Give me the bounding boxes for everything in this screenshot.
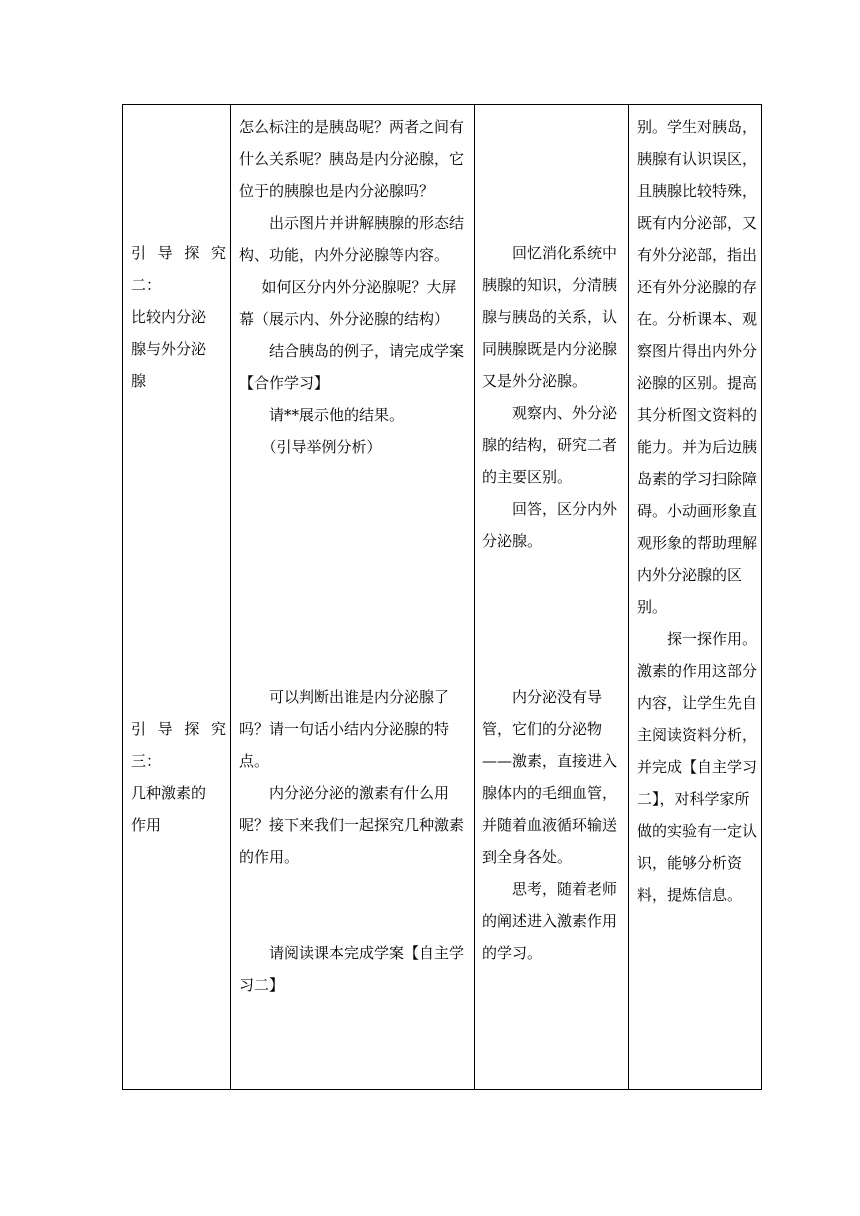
student-activity-1 <box>482 237 624 557</box>
heading-line: 三： <box>131 752 162 770</box>
teacher-text: 请**展示他的结果。 <box>269 406 405 424</box>
teacher-text: 结合胰岛的例子，请完成学案【合作学习】 <box>239 342 465 392</box>
heading-line: 比较内分泌 <box>131 308 207 326</box>
teacher-text: 可以判断出谁是内分泌腺了吗？请一句话小结内分泌腺的特点。 <box>239 688 450 770</box>
column-divider <box>474 105 475 1089</box>
teacher-text: 出示图片并讲解胰腺的形态结构、功能，内外分泌腺等内容。 <box>239 214 465 264</box>
design-intent-1 <box>637 111 759 911</box>
student-text: 思考，随着老师的阐述进入激素作用的学习。 <box>482 880 618 962</box>
teacher-text: 内分泌分泌的激素有什么用呢？接下来我们一起探究几种激素的作用。 <box>239 784 465 866</box>
teacher-activity-2 <box>239 681 471 873</box>
heading-line: 几种激素的 <box>131 784 207 802</box>
student-text: 内分泌没有导管，它们的分泌物——激素，直接进入腺体内的毛细血管，并随着血液循环输送到全身各处。 <box>482 688 618 866</box>
teacher-text: 怎么标注的是胰岛呢？两者之间有什么关系呢？胰岛是内分泌腺，它位于的胰腺也是内分泌腺吗？ <box>239 118 465 200</box>
teacher-activity-3 <box>239 937 471 1001</box>
teacher-text: 请阅读课本完成学案【自主学习二】 <box>239 944 465 994</box>
section-2-heading <box>131 237 226 397</box>
heading-line: 二： <box>131 276 162 294</box>
heading-line: 引 导 探 究 <box>131 244 226 262</box>
intent-text: 探一探作用。激素的作用这部分内容，让学生先自主阅读资料分析，并完成【自主学习二】，对科学家所做的实验有一定认识，能够分析资料，提炼信息。 <box>637 630 758 904</box>
heading-line: 腺 <box>131 372 147 390</box>
column-divider <box>230 105 231 1089</box>
student-activity-2 <box>482 681 624 969</box>
heading-line: 腺与外分泌 <box>131 340 207 358</box>
student-text: 回忆消化系统中胰腺的知识，分清胰腺与胰岛的关系，认同胰腺既是内分泌腺又是外分泌腺。 <box>482 244 618 390</box>
lesson-table <box>122 104 762 1090</box>
teacher-activity-1 <box>239 111 471 463</box>
column-divider <box>628 105 629 1089</box>
student-text: 回答，区分内外分泌腺。 <box>482 500 618 550</box>
heading-line: 作用 <box>131 816 162 834</box>
heading-line: 引 导 探 究 <box>131 720 226 738</box>
section-3-heading <box>131 713 226 841</box>
teacher-text: 如何区分内外分泌腺呢？大屏幕（展示内、外分泌腺的结构） <box>239 278 457 328</box>
teacher-text: （引导举例分析） <box>261 438 382 456</box>
intent-text: 别。学生对胰岛，胰腺有认识误区，且胰腺比较特殊，既有内分泌部，又有外分泌部，指出还有外分泌腺的存在。分析课本、观察图片得出内外分泌腺的区别。提高其分析图文资料的能力。并为后边胰岛素的学习扫除障碍。小动画形象直观形象的帮助理解内外分泌腺的区别。 <box>637 118 758 616</box>
student-text: 观察内、外分泌腺的结构，研究二者的主要区别。 <box>482 404 618 486</box>
